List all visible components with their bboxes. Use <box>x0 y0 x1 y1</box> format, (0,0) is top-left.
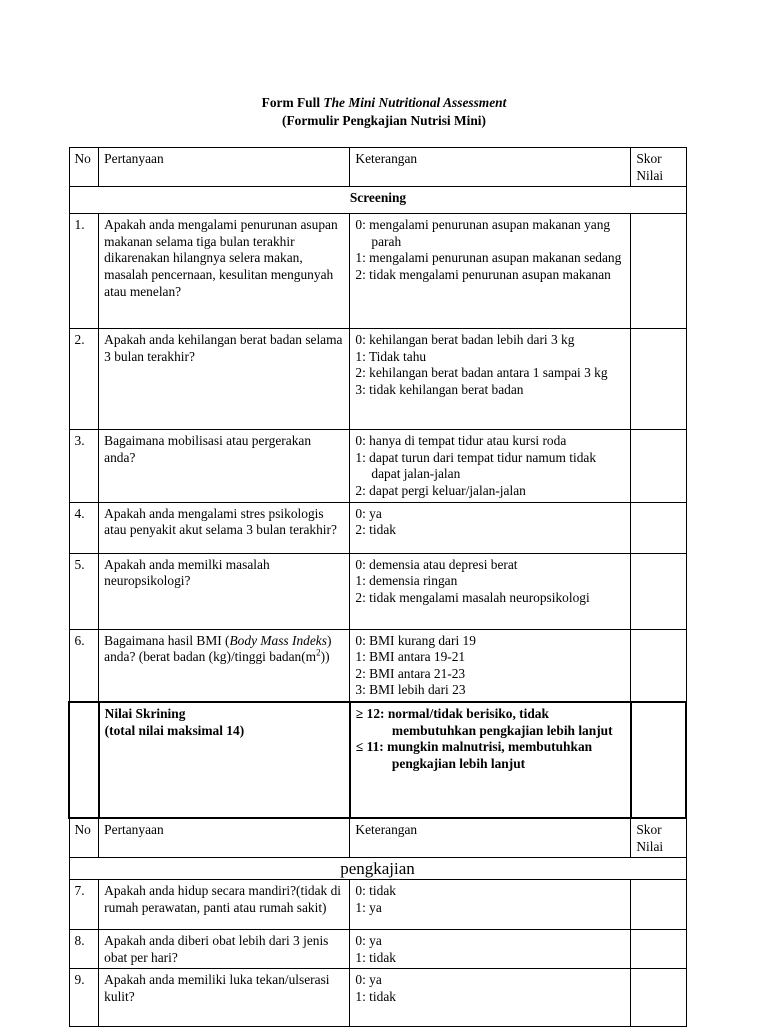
answer-option: 1: tidak <box>355 988 396 1004</box>
question-row <box>69 930 686 969</box>
header-description: Keterangan <box>350 148 631 187</box>
question-number: 4. <box>69 502 99 553</box>
header-no: No <box>69 818 99 858</box>
answer-options <box>350 430 631 502</box>
answer-options <box>350 329 631 430</box>
score-cell[interactable] <box>631 629 686 702</box>
header-question: Pertanyaan <box>99 818 350 858</box>
question-number: 9. <box>69 969 99 1027</box>
question-text: Bagaimana mobilisasi atau pergerakan anda? <box>99 430 350 502</box>
header-question: Pertanyaan <box>99 148 350 187</box>
header-no: No <box>69 148 99 187</box>
answer-option: 1: Tidak tahu <box>355 348 427 364</box>
table-header-row <box>69 818 686 858</box>
answer-option: 0: ya <box>355 505 382 521</box>
score-cell[interactable] <box>631 553 686 629</box>
score-cell[interactable] <box>631 214 686 329</box>
answer-options <box>350 629 631 702</box>
answer-option: 0: demensia atau depresi berat <box>355 556 518 572</box>
total-score-cell[interactable] <box>631 702 686 818</box>
score-cell[interactable] <box>631 502 686 553</box>
score-cell[interactable] <box>631 880 686 930</box>
question-row <box>69 969 686 1027</box>
question-text: Apakah anda memilki masalah neuropsikologi? <box>99 553 350 629</box>
answer-option: 2: dapat pergi keluar/jalan-jalan <box>355 482 526 498</box>
question-number: 7. <box>69 880 99 930</box>
section-row <box>69 187 686 214</box>
answer-option: 0: ya <box>355 933 382 949</box>
question-row-bmi <box>69 629 686 702</box>
answer-option: 2: BMI antara 21-23 <box>355 665 466 681</box>
answer-option: 0: tidak <box>355 883 396 899</box>
answer-option: 2: tidak mengalami masalah neuropsikologi <box>355 589 590 605</box>
question-row <box>69 329 686 430</box>
score-cell[interactable] <box>631 430 686 502</box>
section-title: Screening <box>69 187 686 214</box>
total-criteria <box>350 702 631 818</box>
section-row <box>69 858 686 880</box>
question-text: Apakah anda mengalami stres psikologis atau penyakit akut selama 3 bulan terakhir? <box>99 502 350 553</box>
question-row <box>69 430 686 502</box>
question-text: Apakah anda hidup secara mandiri?(tidak di rumah perawatan, panti atau rumah sakit) <box>99 880 350 930</box>
answer-option: 1: BMI antara 19-21 <box>355 649 466 665</box>
title-line-1: Form Full The Mini Nutritional Assessment <box>261 95 507 110</box>
question-row <box>69 553 686 629</box>
answer-option: 3: BMI lebih dari 23 <box>355 682 466 698</box>
answer-option: ≥ 12: normal/tidak berisiko, tidak membutuhkan pengkajian lebih lanjut <box>355 705 613 738</box>
question-row <box>69 880 686 930</box>
score-cell[interactable] <box>631 329 686 430</box>
answer-options <box>350 969 631 1027</box>
header-description: Keterangan <box>350 818 631 858</box>
answer-option: 0: mengalami penurunan asupan makanan yang parah <box>355 217 611 249</box>
answer-options <box>350 553 631 629</box>
score-cell[interactable] <box>631 969 686 1027</box>
question-number: 8. <box>69 930 99 969</box>
question-row <box>69 502 686 553</box>
header-score: Skor Nilai <box>631 148 686 187</box>
answer-options <box>350 214 631 329</box>
question-text: Apakah anda kehilangan berat badan selama 3 bulan terakhir? <box>99 329 350 430</box>
score-cell[interactable] <box>631 930 686 969</box>
answer-option: 0: kehilangan berat badan lebih dari 3 kg <box>355 332 575 348</box>
total-label: Nilai Skrining (total nilai maksimal 14) <box>99 702 350 818</box>
header-score: Skor Nilai <box>631 818 686 858</box>
table-header-row <box>69 148 686 187</box>
answer-options <box>350 880 631 930</box>
question-number: 2. <box>69 329 99 430</box>
answer-option: 1: tidak <box>355 949 396 965</box>
answer-option: 3: tidak kehilangan berat badan <box>355 381 524 397</box>
answer-option: 2: kehilangan berat badan antara 1 sampai 3 kg <box>355 365 608 381</box>
question-number: 6. <box>69 629 99 702</box>
document-title <box>0 94 768 130</box>
answer-option: 1: ya <box>355 899 382 915</box>
question-text: Bagaimana hasil BMI (Body Mass Indeks) anda? (berat badan (kg)/tinggi $badan(m^2)$) <box>99 629 350 702</box>
section-title: pengkajian <box>69 858 686 880</box>
answer-options <box>350 930 631 969</box>
answer-option: 0: hanya di tempat tidur atau kursi roda <box>355 433 567 449</box>
question-text: Apakah anda mengalami penurunan asupan makanan selama tiga bulan terakhir dikarenakan hilangnya selera makan, masalah pencernaan, kesulitan mengunyah atau menelan? <box>99 214 350 329</box>
assessment-table <box>68 147 687 1027</box>
question-row <box>69 214 686 329</box>
answer-option: 2: tidak <box>355 522 396 538</box>
question-text: Apakah anda memiliki luka tekan/ulserasi kulit? <box>99 969 350 1027</box>
answer-option: 1: dapat turun dari tempat tidur namum tidak dapat jalan-jalan <box>355 449 597 482</box>
question-number: 3. <box>69 430 99 502</box>
answer-option: ≤ 11: mungkin malnutrisi, membutuhkan pengkajian lebih lanjut <box>355 739 593 771</box>
answer-option: 2: tidak mengalami penurunan asupan makanan <box>355 266 611 282</box>
question-number: 5. <box>69 553 99 629</box>
question-number: 1. <box>69 214 99 329</box>
answer-option: 1: mengalami penurunan asupan makanan sedang <box>355 250 622 266</box>
screening-total-row <box>69 702 686 818</box>
answer-option: 0: ya <box>355 972 382 988</box>
title-line-2: (Formulir Pengkajian Nutrisi Mini) <box>282 113 486 128</box>
answer-options <box>350 502 631 553</box>
answer-option: 1: demensia ringan <box>355 573 458 589</box>
answer-option: 0: BMI kurang dari 19 <box>355 632 476 648</box>
question-text: Apakah anda diberi obat lebih dari 3 jenis obat per hari? <box>99 930 350 969</box>
